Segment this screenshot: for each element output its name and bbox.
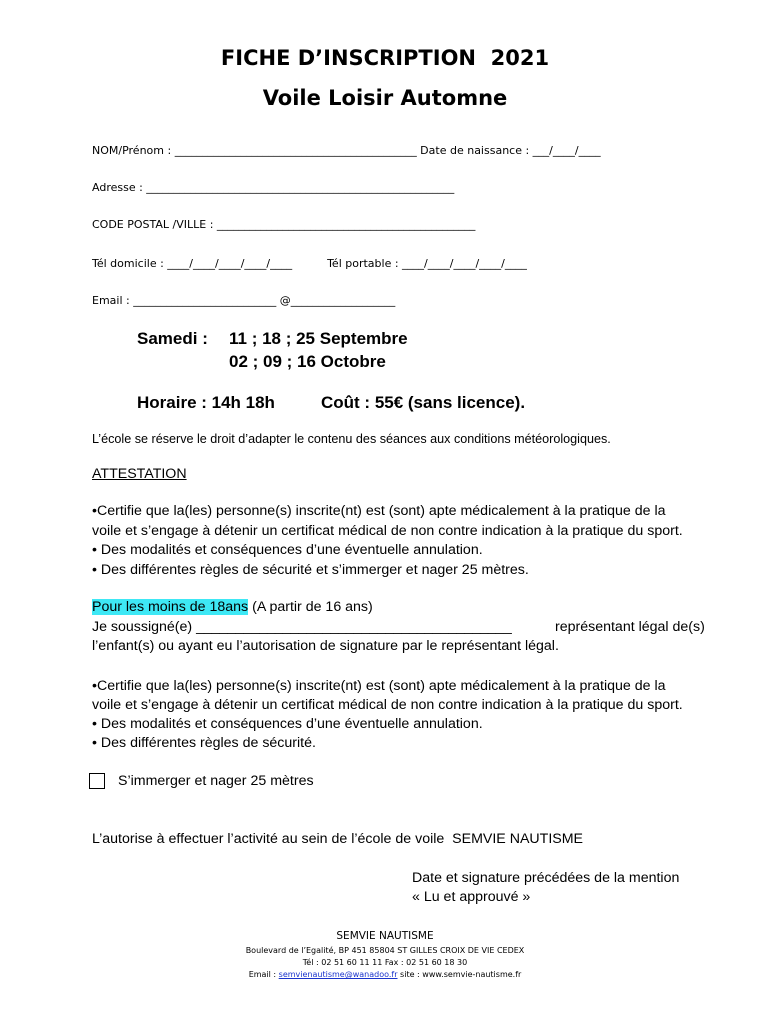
weather-notice: L’école se réserve le droit d’adapter le contenu des séances aux conditions météorologiques.: [92, 432, 611, 446]
footer-phone: Tél : 02 51 60 11 11 Fax : 02 51 60 18 30: [302, 958, 468, 967]
phone-fields[interactable]: Tél domicile : ____/____/____/____/____ Tél portable : ____/____/____/____/____: [92, 257, 527, 270]
guardian-name-field[interactable]: Je soussigné(e) ________________________________________: [92, 619, 512, 635]
attestation-line: • Des modalités et conséquences d’une éventuelle annulation.: [92, 542, 483, 558]
swim-checkbox-label: S’immerger et nager 25 mètres: [118, 773, 314, 789]
dates-october: 02 ; 09 ; 16 Octobre: [229, 352, 386, 371]
attestation-line: voile et s’engage à détenir un certificat médical de non contre indication à la pratique du sport.: [92, 523, 683, 539]
child-authorisation-line: l’enfant(s) ou ayant eu l’autorisation de signature par le représentant légal.: [92, 638, 559, 654]
age-note: (A partir de 16 ans): [248, 599, 373, 615]
minors-heading: [92, 599, 373, 615]
dates-september: 11 ; 18 ; 25 Septembre: [229, 329, 408, 348]
name-birthdate-field[interactable]: NOM/Prénom : ____________________________________________ Date de naissance : ___/____/____: [92, 144, 601, 157]
footer-email-prefix: Email :: [248, 970, 279, 979]
footer-contact: [0, 970, 770, 979]
address-field[interactable]: Adresse : ________________________________________________________: [92, 181, 455, 194]
minor-attestation-line: • Des différentes règles de sécurité.: [92, 735, 316, 751]
document-subtitle: Voile Loisir Automne: [262, 86, 508, 110]
attestation-line: • Des différentes règles de sécurité et s’immerger et nager 25 mètres.: [92, 562, 529, 578]
minor-attestation-line: voile et s’engage à détenir un certificat médical de non contre indication à la pratique du sport.: [92, 697, 683, 713]
attestation-heading: ATTESTATION: [92, 466, 187, 482]
document-title: FICHE D’INSCRIPTION 2021: [220, 46, 550, 70]
minors-highlight: Pour les moins de 18ans: [92, 599, 249, 615]
minor-attestation-line: • Des modalités et conséquences d’une éventuelle annulation.: [92, 716, 483, 732]
cost: Coût : 55€ (sans licence).: [321, 393, 526, 412]
authorisation-text: L’autorise à effectuer l’activité au sein de l’école de voile SEMVIE NAUTISME: [92, 831, 584, 847]
email-field[interactable]: Email : __________________________ @___________________: [92, 294, 396, 307]
footer-name: SEMVIE NAUTISME: [336, 930, 434, 942]
samedi-label: Samedi :: [137, 329, 208, 348]
legal-representative-label: représentant légal de(s): [555, 619, 705, 635]
postcode-city-field[interactable]: CODE POSTAL /VILLE : _______________________________________________: [92, 218, 476, 231]
attestation-line: •Certifie que la(les) personne(s) inscrite(nt) est (sont) apte médicalement à la pratique de la: [92, 503, 666, 519]
footer-email-link[interactable]: semvienautisme@wanadoo.fr: [278, 970, 398, 979]
footer-site: site : www.semvie-nautisme.fr: [397, 970, 522, 979]
footer-address: Boulevard de l’Egalité, BP 451 85804 ST GILLES CROIX DE VIE CEDEX: [245, 946, 525, 955]
swim-checkbox[interactable]: [89, 773, 105, 789]
schedule-hours: Horaire : 14h 18h: [137, 393, 275, 412]
signature-mention: « Lu et approuvé »: [412, 889, 531, 905]
signature-instruction: Date et signature précédées de la mention: [412, 870, 680, 886]
minor-attestation-line: •Certifie que la(les) personne(s) inscrite(nt) est (sont) apte médicalement à la pratique de la: [92, 678, 666, 694]
